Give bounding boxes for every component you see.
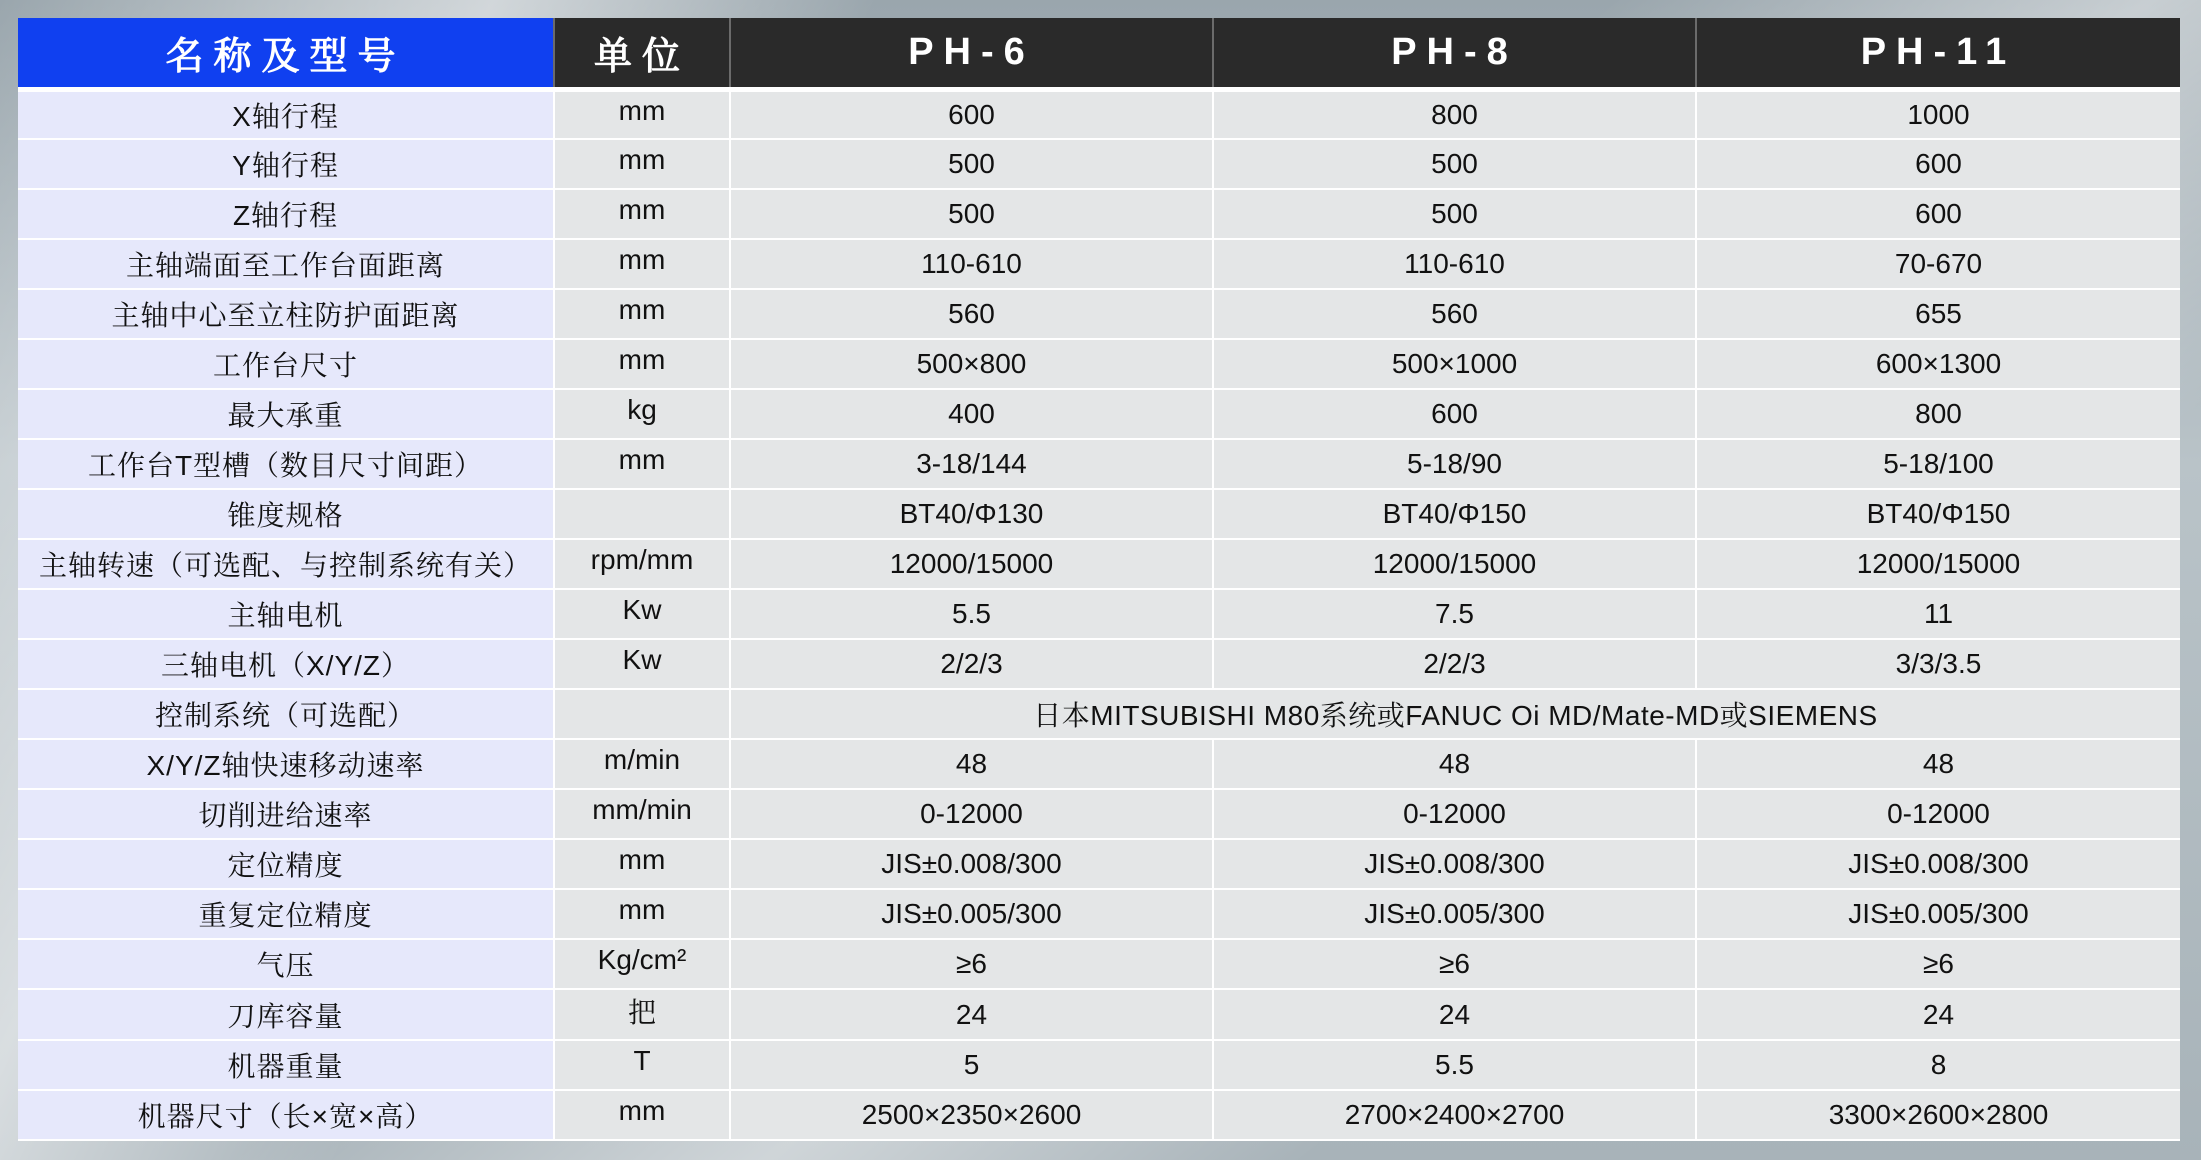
table-row [18, 389, 2180, 439]
value-cell: JIS±0.005/300 [1696, 889, 2180, 939]
spec-name-cell: 最大承重 [18, 389, 554, 439]
value-cell: 600 [1696, 139, 2180, 189]
value-cell: 600 [1213, 389, 1696, 439]
value-cell: JIS±0.005/300 [1213, 889, 1696, 939]
header-name: 名称及型号 [18, 18, 554, 89]
value-cell: 500×1000 [1213, 339, 1696, 389]
value-cell: 560 [730, 289, 1213, 339]
table-row [18, 189, 2180, 239]
value-cell: 500×800 [730, 339, 1213, 389]
spec-name-cell: 工作台T型槽（数目尺寸间距） [18, 439, 554, 489]
unit-cell: mm [554, 1090, 730, 1140]
value-cell: JIS±0.008/300 [1696, 839, 2180, 889]
header-unit: 单位 [554, 18, 730, 89]
unit-cell: T [554, 1040, 730, 1090]
value-cell: 600 [730, 89, 1213, 139]
unit-cell: mm [554, 289, 730, 339]
value-cell: 24 [730, 989, 1213, 1039]
value-cell: 2/2/3 [730, 639, 1213, 689]
spec-name-cell: 切削进给速率 [18, 789, 554, 839]
value-cell: 11 [1696, 589, 2180, 639]
value-cell: 400 [730, 389, 1213, 439]
value-cell: 5.5 [1213, 1040, 1696, 1090]
unit-cell: Kw [554, 589, 730, 639]
value-cell: 560 [1213, 289, 1696, 339]
header-model-ph11: PH-11 [1696, 18, 2180, 89]
value-cell: 1000 [1696, 89, 2180, 139]
table-row [18, 439, 2180, 489]
value-cell: 3300×2600×2800 [1696, 1090, 2180, 1140]
table-row [18, 339, 2180, 389]
value-cell: ≥6 [730, 939, 1213, 989]
table-row [18, 839, 2180, 889]
table-row [18, 139, 2180, 189]
table-row [18, 889, 2180, 939]
spec-name-cell: 主轴电机 [18, 589, 554, 639]
spec-name-cell: 控制系统（可选配） [18, 689, 554, 739]
value-cell: JIS±0.008/300 [730, 839, 1213, 889]
spec-table [18, 18, 2180, 1141]
table-row [18, 989, 2180, 1039]
value-cell: 12000/15000 [1213, 539, 1696, 589]
merged-value-cell: 日本MITSUBISHI M80系统或FANUC Oi MD/Mate-MD或SIEMENS [730, 689, 2180, 739]
value-cell: 800 [1213, 89, 1696, 139]
header-model-ph6: PH-6 [730, 18, 1213, 89]
value-cell: 500 [730, 139, 1213, 189]
unit-cell: mm/min [554, 789, 730, 839]
value-cell: 655 [1696, 289, 2180, 339]
value-cell: 48 [1696, 739, 2180, 789]
spec-name-cell: 重复定位精度 [18, 889, 554, 939]
value-cell: 2700×2400×2700 [1213, 1090, 1696, 1140]
table-row [18, 539, 2180, 589]
table-row [18, 239, 2180, 289]
value-cell: 5 [730, 1040, 1213, 1090]
unit-cell: rpm/mm [554, 539, 730, 589]
value-cell: 0-12000 [1696, 789, 2180, 839]
value-cell: 500 [730, 189, 1213, 239]
value-cell: 800 [1696, 389, 2180, 439]
unit-cell: mm [554, 239, 730, 289]
value-cell: BT40/Φ150 [1696, 489, 2180, 539]
value-cell: 500 [1213, 189, 1696, 239]
unit-cell: mm [554, 889, 730, 939]
table-row [18, 789, 2180, 839]
spec-body [18, 89, 2180, 1140]
value-cell: 8 [1696, 1040, 2180, 1090]
value-cell: 3/3/3.5 [1696, 639, 2180, 689]
value-cell: 0-12000 [730, 789, 1213, 839]
value-cell: 3-18/144 [730, 439, 1213, 489]
spec-name-cell: Z轴行程 [18, 189, 554, 239]
table-row [18, 589, 2180, 639]
value-cell: ≥6 [1696, 939, 2180, 989]
spec-name-cell: 机器重量 [18, 1040, 554, 1090]
value-cell: JIS±0.005/300 [730, 889, 1213, 939]
table-row [18, 739, 2180, 789]
value-cell: 2500×2350×2600 [730, 1090, 1213, 1140]
value-cell: JIS±0.008/300 [1213, 839, 1696, 889]
table-row [18, 939, 2180, 989]
value-cell: ≥6 [1213, 939, 1696, 989]
value-cell: 0-12000 [1213, 789, 1696, 839]
table-row [18, 639, 2180, 689]
value-cell: 110-610 [730, 239, 1213, 289]
value-cell: 5-18/100 [1696, 439, 2180, 489]
spec-name-cell: 主轴中心至立柱防护面距离 [18, 289, 554, 339]
value-cell: 24 [1213, 989, 1696, 1039]
table-row [18, 1040, 2180, 1090]
unit-cell: kg [554, 389, 730, 439]
spec-name-cell: 定位精度 [18, 839, 554, 889]
unit-cell: Kg/cm² [554, 939, 730, 989]
value-cell: 48 [1213, 739, 1696, 789]
spec-name-cell: X轴行程 [18, 89, 554, 139]
value-cell: 48 [730, 739, 1213, 789]
unit-cell: mm [554, 89, 730, 139]
value-cell: 2/2/3 [1213, 639, 1696, 689]
unit-cell [554, 689, 730, 739]
unit-cell: mm [554, 439, 730, 489]
spec-name-cell: X/Y/Z轴快速移动速率 [18, 739, 554, 789]
value-cell: 5-18/90 [1213, 439, 1696, 489]
spec-name-cell: 刀库容量 [18, 989, 554, 1039]
spec-name-cell: Y轴行程 [18, 139, 554, 189]
spec-name-cell: 主轴端面至工作台面距离 [18, 239, 554, 289]
value-cell: BT40/Φ150 [1213, 489, 1696, 539]
unit-cell: mm [554, 139, 730, 189]
table-row [18, 689, 2180, 739]
header-row [18, 18, 2180, 89]
table-row [18, 289, 2180, 339]
spec-name-cell: 三轴电机（X/Y/Z） [18, 639, 554, 689]
value-cell: 500 [1213, 139, 1696, 189]
value-cell: 5.5 [730, 589, 1213, 639]
unit-cell: m/min [554, 739, 730, 789]
value-cell: 110-610 [1213, 239, 1696, 289]
header-model-ph8: PH-8 [1213, 18, 1696, 89]
table-row [18, 1090, 2180, 1140]
spec-name-cell: 工作台尺寸 [18, 339, 554, 389]
unit-cell [554, 489, 730, 539]
spec-name-cell: 主轴转速（可选配、与控制系统有关） [18, 539, 554, 589]
value-cell: 24 [1696, 989, 2180, 1039]
unit-cell: mm [554, 339, 730, 389]
unit-cell: mm [554, 189, 730, 239]
table-row [18, 489, 2180, 539]
table-row [18, 89, 2180, 139]
spec-name-cell: 气压 [18, 939, 554, 989]
value-cell: 600 [1696, 189, 2180, 239]
value-cell: 70-670 [1696, 239, 2180, 289]
value-cell: 12000/15000 [730, 539, 1213, 589]
unit-cell: 把 [554, 989, 730, 1039]
value-cell: BT40/Φ130 [730, 489, 1213, 539]
value-cell: 600×1300 [1696, 339, 2180, 389]
value-cell: 7.5 [1213, 589, 1696, 639]
spec-name-cell: 机器尺寸（长×宽×高） [18, 1090, 554, 1140]
unit-cell: Kw [554, 639, 730, 689]
unit-cell: mm [554, 839, 730, 889]
value-cell: 12000/15000 [1696, 539, 2180, 589]
spec-name-cell: 锥度规格 [18, 489, 554, 539]
